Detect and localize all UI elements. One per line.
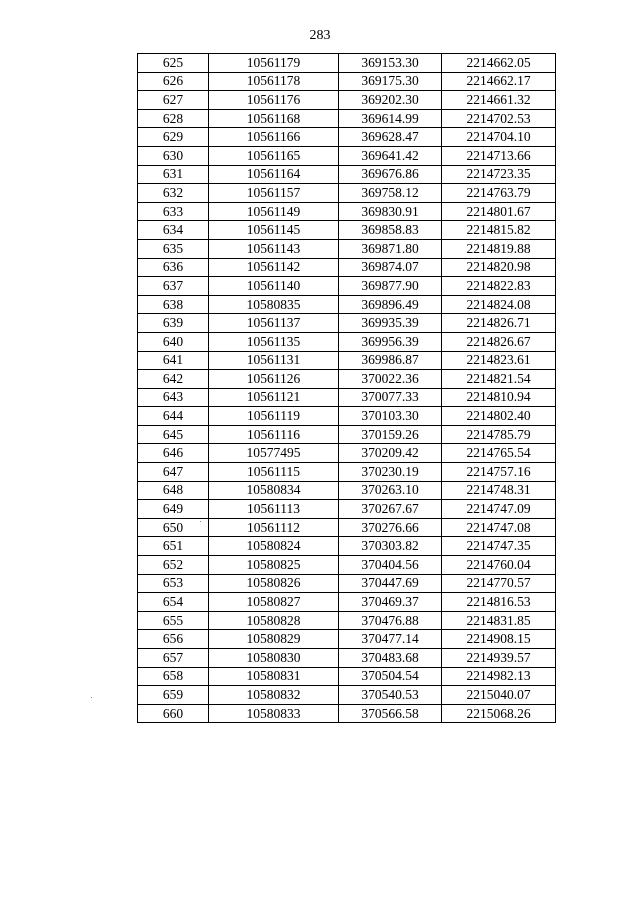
table-row <box>138 351 556 370</box>
x-coordinate-cell: 369641.42 <box>339 146 442 165</box>
table-row <box>138 128 556 147</box>
point-number-cell: 628 <box>138 109 209 128</box>
point-id-cell: 10580828 <box>209 611 339 630</box>
table-row <box>138 221 556 240</box>
y-coordinate-cell: 2214770.57 <box>442 574 556 593</box>
y-coordinate-cell: 2215068.26 <box>442 704 556 723</box>
table-row <box>138 425 556 444</box>
y-coordinate-cell: 2214826.71 <box>442 314 556 333</box>
x-coordinate-cell: 370209.42 <box>339 444 442 463</box>
point-number-cell: 627 <box>138 91 209 110</box>
table-row <box>138 556 556 575</box>
point-id-cell: 10561166 <box>209 128 339 147</box>
point-id-cell: 10561113 <box>209 500 339 519</box>
x-coordinate-cell: 369871.80 <box>339 239 442 258</box>
point-id-cell: 10561126 <box>209 370 339 389</box>
y-coordinate-cell: 2214802.40 <box>442 407 556 426</box>
point-id-cell: 10577495 <box>209 444 339 463</box>
table-row <box>138 593 556 612</box>
y-coordinate-cell: 2214908.15 <box>442 630 556 649</box>
coordinates-table-body <box>138 54 556 723</box>
point-id-cell: 10561149 <box>209 202 339 221</box>
x-coordinate-cell: 369676.86 <box>339 165 442 184</box>
x-coordinate-cell: 370303.82 <box>339 537 442 556</box>
x-coordinate-cell: 369202.30 <box>339 91 442 110</box>
point-id-cell: 10561178 <box>209 72 339 91</box>
point-id-cell: 10580824 <box>209 537 339 556</box>
table-row <box>138 611 556 630</box>
point-id-cell: 10580835 <box>209 295 339 314</box>
y-coordinate-cell: 2214757.16 <box>442 463 556 482</box>
y-coordinate-cell: 2214662.17 <box>442 72 556 91</box>
point-number-cell: 640 <box>138 332 209 351</box>
x-coordinate-cell: 370103.30 <box>339 407 442 426</box>
scan-speck <box>91 697 92 698</box>
point-id-cell: 10561140 <box>209 277 339 296</box>
page-number: 283 <box>309 28 331 43</box>
table-row <box>138 574 556 593</box>
table-row <box>138 388 556 407</box>
table-row <box>138 407 556 426</box>
table-row <box>138 91 556 110</box>
point-id-cell: 10561179 <box>209 54 339 73</box>
table-row <box>138 314 556 333</box>
table-row <box>138 667 556 686</box>
point-number-cell: 655 <box>138 611 209 630</box>
point-id-cell: 10561165 <box>209 146 339 165</box>
point-number-cell: 657 <box>138 649 209 668</box>
x-coordinate-cell: 369153.30 <box>339 54 442 73</box>
point-number-cell: 634 <box>138 221 209 240</box>
point-id-cell: 10561112 <box>209 518 339 537</box>
point-id-cell: 10561137 <box>209 314 339 333</box>
point-id-cell: 10580825 <box>209 556 339 575</box>
point-number-cell: 652 <box>138 556 209 575</box>
point-id-cell: 10561157 <box>209 184 339 203</box>
point-number-cell: 631 <box>138 165 209 184</box>
x-coordinate-cell: 370566.58 <box>339 704 442 723</box>
x-coordinate-cell: 370447.69 <box>339 574 442 593</box>
point-id-cell: 10580833 <box>209 704 339 723</box>
point-id-cell: 10580832 <box>209 686 339 705</box>
point-number-cell: 635 <box>138 239 209 258</box>
point-id-cell: 10561145 <box>209 221 339 240</box>
table-row <box>138 295 556 314</box>
table-row <box>138 686 556 705</box>
point-number-cell: 660 <box>138 704 209 723</box>
y-coordinate-cell: 2214747.09 <box>442 500 556 519</box>
x-coordinate-cell: 370540.53 <box>339 686 442 705</box>
point-id-cell: 10580826 <box>209 574 339 593</box>
point-id-cell: 10561142 <box>209 258 339 277</box>
x-coordinate-cell: 370276.66 <box>339 518 442 537</box>
y-coordinate-cell: 2214702.53 <box>442 109 556 128</box>
point-number-cell: 658 <box>138 667 209 686</box>
table-row <box>138 277 556 296</box>
x-coordinate-cell: 370022.36 <box>339 370 442 389</box>
point-id-cell: 10580829 <box>209 630 339 649</box>
table-row <box>138 258 556 277</box>
point-id-cell: 10561131 <box>209 351 339 370</box>
point-id-cell: 10561176 <box>209 91 339 110</box>
y-coordinate-cell: 2215040.07 <box>442 686 556 705</box>
point-number-cell: 630 <box>138 146 209 165</box>
x-coordinate-cell: 370404.56 <box>339 556 442 575</box>
y-coordinate-cell: 2214662.05 <box>442 54 556 73</box>
x-coordinate-cell: 369956.39 <box>339 332 442 351</box>
point-id-cell: 10561164 <box>209 165 339 184</box>
x-coordinate-cell: 369874.07 <box>339 258 442 277</box>
point-number-cell: 651 <box>138 537 209 556</box>
table-row <box>138 184 556 203</box>
point-number-cell: 645 <box>138 425 209 444</box>
table-row <box>138 463 556 482</box>
point-id-cell: 10580834 <box>209 481 339 500</box>
table-row <box>138 630 556 649</box>
x-coordinate-cell: 370504.54 <box>339 667 442 686</box>
point-number-cell: 633 <box>138 202 209 221</box>
x-coordinate-cell: 369986.87 <box>339 351 442 370</box>
table-row <box>138 537 556 556</box>
x-coordinate-cell: 369877.90 <box>339 277 442 296</box>
point-number-cell: 649 <box>138 500 209 519</box>
point-number-cell: 625 <box>138 54 209 73</box>
point-id-cell: 10561119 <box>209 407 339 426</box>
point-id-cell: 10580827 <box>209 593 339 612</box>
table-row <box>138 54 556 73</box>
y-coordinate-cell: 2214765.54 <box>442 444 556 463</box>
table-row <box>138 146 556 165</box>
y-coordinate-cell: 2214763.79 <box>442 184 556 203</box>
y-coordinate-cell: 2214823.61 <box>442 351 556 370</box>
x-coordinate-cell: 370483.68 <box>339 649 442 668</box>
y-coordinate-cell: 2214704.10 <box>442 128 556 147</box>
y-coordinate-cell: 2214821.54 <box>442 370 556 389</box>
point-id-cell: 10580831 <box>209 667 339 686</box>
x-coordinate-cell: 369896.49 <box>339 295 442 314</box>
x-coordinate-cell: 369175.30 <box>339 72 442 91</box>
point-number-cell: 638 <box>138 295 209 314</box>
point-id-cell: 10580830 <box>209 649 339 668</box>
point-number-cell: 650 <box>138 518 209 537</box>
x-coordinate-cell: 369858.83 <box>339 221 442 240</box>
x-coordinate-cell: 369614.99 <box>339 109 442 128</box>
x-coordinate-cell: 370230.19 <box>339 463 442 482</box>
y-coordinate-cell: 2214723.35 <box>442 165 556 184</box>
y-coordinate-cell: 2214819.88 <box>442 239 556 258</box>
table-row <box>138 481 556 500</box>
y-coordinate-cell: 2214747.08 <box>442 518 556 537</box>
x-coordinate-cell: 370077.33 <box>339 388 442 407</box>
point-number-cell: 637 <box>138 277 209 296</box>
y-coordinate-cell: 2214713.66 <box>442 146 556 165</box>
point-number-cell: 656 <box>138 630 209 649</box>
y-coordinate-cell: 2214824.08 <box>442 295 556 314</box>
y-coordinate-cell: 2214785.79 <box>442 425 556 444</box>
table-row <box>138 444 556 463</box>
x-coordinate-cell: 370476.88 <box>339 611 442 630</box>
x-coordinate-cell: 369935.39 <box>339 314 442 333</box>
y-coordinate-cell: 2214982.13 <box>442 667 556 686</box>
coordinates-table <box>137 53 556 723</box>
table-row <box>138 370 556 389</box>
point-id-cell: 10561121 <box>209 388 339 407</box>
point-number-cell: 636 <box>138 258 209 277</box>
x-coordinate-cell: 370159.26 <box>339 425 442 444</box>
y-coordinate-cell: 2214816.53 <box>442 593 556 612</box>
point-number-cell: 642 <box>138 370 209 389</box>
point-number-cell: 644 <box>138 407 209 426</box>
table-row <box>138 500 556 519</box>
x-coordinate-cell: 370267.67 <box>339 500 442 519</box>
y-coordinate-cell: 2214939.57 <box>442 649 556 668</box>
point-id-cell: 10561135 <box>209 332 339 351</box>
x-coordinate-cell: 369758.12 <box>339 184 442 203</box>
y-coordinate-cell: 2214822.83 <box>442 277 556 296</box>
y-coordinate-cell: 2214815.82 <box>442 221 556 240</box>
point-number-cell: 626 <box>138 72 209 91</box>
scan-speck <box>200 521 201 522</box>
point-number-cell: 643 <box>138 388 209 407</box>
point-id-cell: 10561168 <box>209 109 339 128</box>
table-row <box>138 649 556 668</box>
y-coordinate-cell: 2214801.67 <box>442 202 556 221</box>
y-coordinate-cell: 2214760.04 <box>442 556 556 575</box>
x-coordinate-cell: 370263.10 <box>339 481 442 500</box>
table-row <box>138 332 556 351</box>
point-number-cell: 632 <box>138 184 209 203</box>
point-number-cell: 639 <box>138 314 209 333</box>
x-coordinate-cell: 369628.47 <box>339 128 442 147</box>
table-row <box>138 72 556 91</box>
point-id-cell: 10561143 <box>209 239 339 258</box>
point-id-cell: 10561115 <box>209 463 339 482</box>
y-coordinate-cell: 2214810.94 <box>442 388 556 407</box>
table-row <box>138 704 556 723</box>
point-number-cell: 648 <box>138 481 209 500</box>
x-coordinate-cell: 370477.14 <box>339 630 442 649</box>
point-number-cell: 659 <box>138 686 209 705</box>
table-row <box>138 109 556 128</box>
y-coordinate-cell: 2214826.67 <box>442 332 556 351</box>
point-number-cell: 646 <box>138 444 209 463</box>
y-coordinate-cell: 2214748.31 <box>442 481 556 500</box>
y-coordinate-cell: 2214820.98 <box>442 258 556 277</box>
x-coordinate-cell: 369830.91 <box>339 202 442 221</box>
table-row <box>138 165 556 184</box>
point-number-cell: 653 <box>138 574 209 593</box>
point-number-cell: 654 <box>138 593 209 612</box>
table-row <box>138 239 556 258</box>
point-number-cell: 641 <box>138 351 209 370</box>
table-row <box>138 202 556 221</box>
point-id-cell: 10561116 <box>209 425 339 444</box>
x-coordinate-cell: 370469.37 <box>339 593 442 612</box>
y-coordinate-cell: 2214747.35 <box>442 537 556 556</box>
y-coordinate-cell: 2214831.85 <box>442 611 556 630</box>
point-number-cell: 647 <box>138 463 209 482</box>
y-coordinate-cell: 2214661.32 <box>442 91 556 110</box>
point-number-cell: 629 <box>138 128 209 147</box>
